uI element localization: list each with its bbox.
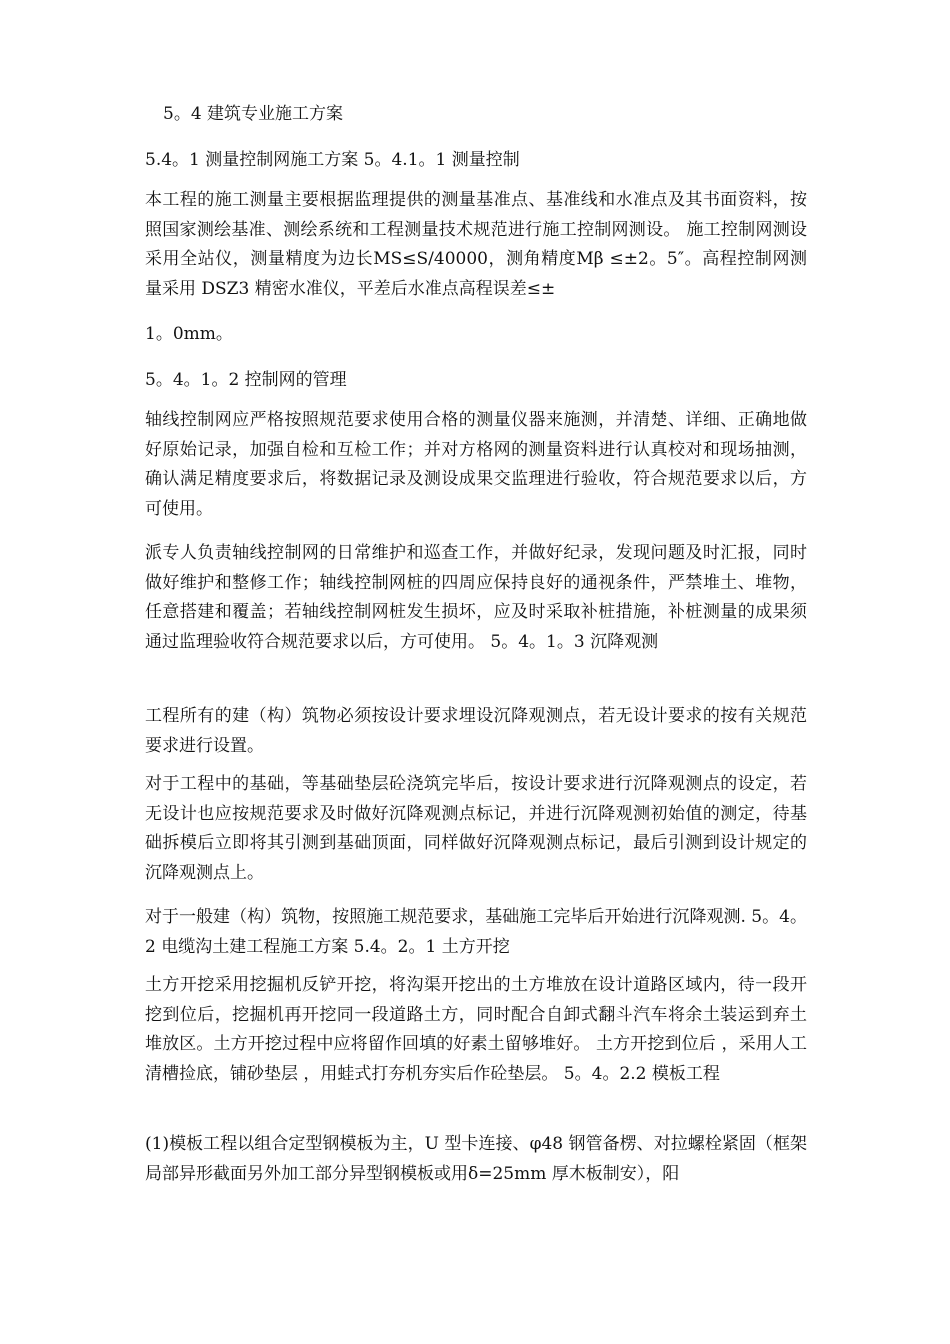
section-heading: 5。4 建筑专业施工方案 (163, 104, 344, 124)
paragraph-4: 5。4。1。2 控制网的管理 (145, 370, 347, 390)
paragraph-5: 轴线控制网应严格按照规范要求使用合格的测量仪器来施测，并清楚、详细、正确地做好原始记录，加强自检和互检工作；并对方格网的测量资料进行认真校对和现场抽测，确认满足精度要求后，将数据记录及测设成果交监理进行验收，符合规范要求以后，方可使用。 (145, 410, 807, 519)
paragraph-9: 对于一般建（构）筑物，按照施工规范要求，基础施工完毕后开始进行沉降观测. 5。4。2 电缆沟土建工程施工方案 5.4。2。1 土方开挖 (145, 907, 807, 957)
paragraph-11: (1)模板工程以组合定型钢模板为主，U 型卡连接、φ48 钢管备楞、对拉螺栓紧固（框架局部异形截面另外加工部分异型钢模板或用δ=25mm 厚木板制安），阳 (145, 1134, 807, 1184)
paragraph-1: 5.4。1 测量控制网施工方案 5。4.1。1 测量控制 (145, 150, 520, 170)
paragraph-3: 1。0mm。 (145, 324, 233, 344)
paragraph-10: 土方开挖采用挖掘机反铲开挖，将沟渠开挖出的土方堆放在设计道路区域内，待一段开挖到位后，挖掘机再开挖同一段道路土方，同时配合自卸式翻斗汽车将余土装运到弃土堆放区。土方开挖过程中应将留作回填的好素土留够堆好。 土方开挖到位后 ，采用人工清槽捡底，铺砂垫层 ，用蛙式打夯机夯实后作砼垫层。 5。4。2.2 模板工程 (145, 975, 807, 1084)
paragraph-6: 派专人负责轴线控制网的日常维护和巡查工作，并做好纪录，发现问题及时汇报，同时做好维护和整修工作；轴线控制网桩的四周应保持良好的通视条件，严禁堆土、堆物，任意搭建和覆盖；若轴线控制网桩发生损坏，应及时采取补桩措施，补桩测量的成果须通过监理验收符合规范要求以后，方可使用。 5。4。1。3 沉降观测 (145, 543, 807, 652)
paragraph-2: 本工程的施工测量主要根据监理提供的测量基准点、基准线和水准点及其书面资料，按照国家测绘基准、测绘系统和工程测量技术规范进行施工控制网测设。 施工控制网测设采用全站仪，测量精度为边长MS≤S/40000，测角精度Mβ ≤±2。5″。高程控制网测量采用 DSZ3 精密水准仪，平差后水准点高程误差≤± (145, 190, 807, 299)
paragraph-8: 对于工程中的基础，等基础垫层砼浇筑完毕后，按设计要求进行沉降观测点的设定，若无设计也应按规范要求及时做好沉降观测点标记，并进行沉降观测初始值的测定，待基础拆模后立即将其引测到基础顶面，同样做好沉降观测点标记，最后引测到设计规定的沉降观测点上。 (145, 774, 807, 883)
paragraph-7: 工程所有的建（构）筑物必须按设计要求埋设沉降观测点，若无设计要求的按有关规范要求进行设置。 (145, 706, 807, 756)
